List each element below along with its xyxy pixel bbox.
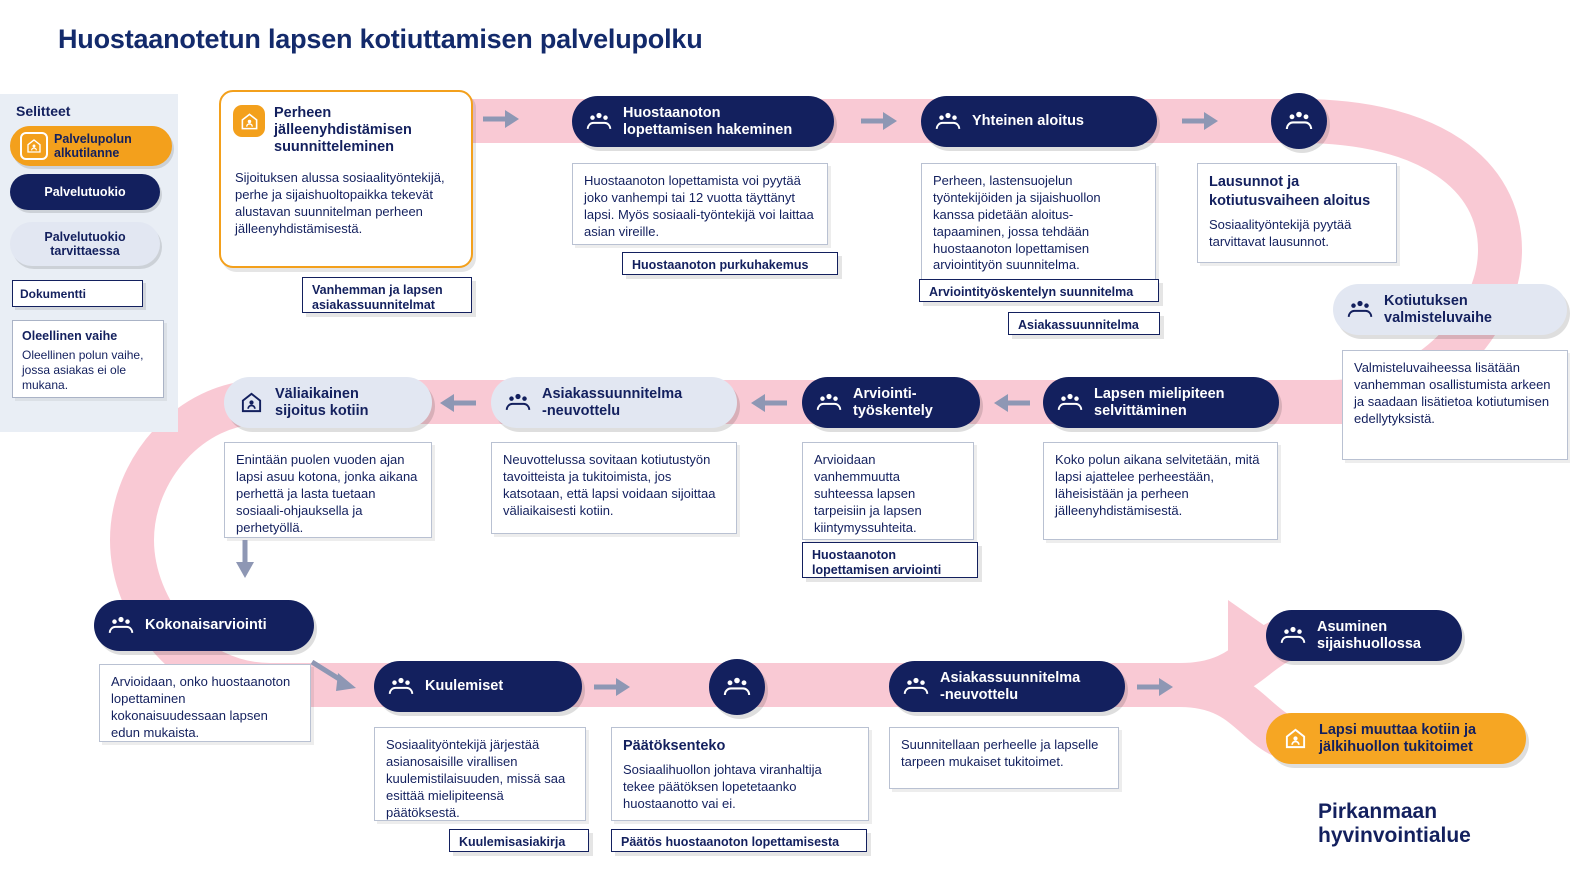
node-asiakassuunnitelma-neuvottelu-2[interactable]	[889, 661, 1125, 712]
hands-people-icon	[503, 390, 533, 416]
legend-item-document: Dokumentti	[12, 280, 143, 307]
desc-text: Sosiaalihuollon johtava viranhaltija tekee päätöksen lopetetaanko huostaanotto vai ei.	[623, 761, 822, 811]
home-person-icon	[1280, 726, 1310, 752]
node-label: Huostaanoton lopettamisen hakeminen	[623, 104, 793, 138]
legend-note-text: Oleellinen polun vaihe, jossa asiakas ei ole mukana.	[22, 347, 144, 392]
arrow-neuvottelu-to-valiaikainen	[434, 390, 478, 416]
hands-people-icon	[814, 390, 844, 416]
arrow-kokonaisarviointi-to-kuulemiset	[310, 660, 366, 696]
desc-arviointityoskentely: Arvioidaan vanhemmuutta suhteessa lapsen tarpeisiin ja lapsen kiintymyssuhteita.	[802, 442, 974, 540]
node-body-text: Sijoituksen alussa sosiaalityöntekijä, perhe ja sijaishuoltopaikka tekevät alustavan suunnitelman perheen jälleenyhdistämisestä.	[235, 170, 445, 236]
node-perheen-jalleenyhdistamisen-suunnitteleminen[interactable]	[219, 90, 473, 268]
node-label: Väliaikainen sijoitus kotiin	[275, 385, 369, 419]
node-valiaikainen-sijoitus-kotiin[interactable]	[224, 377, 432, 428]
desc-valiaikainen-sijoitus-kotiin: Enintään puolen vuoden ajan lapsi asuu kotona, jonka aikana perhettä ja lasta tuetaan sosiaali-ohjauksella ja perhetyöllä.	[224, 442, 432, 538]
home-person-icon	[233, 105, 265, 137]
arrow-hakemus-to-aloitus	[859, 108, 901, 134]
node-label: Lapsen mielipiteen selvittäminen	[1094, 385, 1225, 419]
arrow-aloitus-to-lausunnot	[1180, 108, 1222, 134]
desc-asiakassuunnitelma-neuvottelu-2: Suunnitellaan perheelle ja lapselle tarpeen mukaiset tukitoimet.	[889, 727, 1119, 789]
desc-yhteinen-aloitus: Perheen, lastensuojelun työntekijöiden ja sijaishuollon kanssa pidetään aloitus-tapaaminen, jossa tehdään huostaanoton lopettamisen arviointityön suunnitelma.	[921, 163, 1156, 287]
hands-people-icon	[106, 613, 136, 639]
legend-note-title: Oleellinen vaihe	[22, 329, 118, 343]
hands-people-icon	[1285, 110, 1313, 133]
arrow-arviointi-to-neuvottelu	[745, 390, 789, 416]
node-lapsi-muuttaa-kotiin-ja-jalkihuollon-tukitoimet[interactable]	[1266, 713, 1526, 764]
doc-huostaanoton-lopettamisen-arviointi[interactable]: Huostaanoton lopettamisen arviointi	[802, 542, 978, 578]
desc-text: Sosiaalityöntekijä pyytää tarvittavat lausunnot.	[1209, 216, 1352, 249]
doc-huostaanoton-purkuhakemus[interactable]: Huostaanoton purkuhakemus	[622, 252, 838, 275]
arrow-valiaikainen-to-kokonaisarviointi	[232, 538, 258, 582]
hands-people-icon	[933, 109, 963, 135]
arrow-start-to-hakemus	[481, 106, 523, 132]
desc-kuulemiset: Sosiaalityöntekijä järjestää asianosaisille virallisen kuulemistilaisuuden, missä saa esittää mielipiteensä päätöksestä.	[374, 727, 586, 821]
hands-people-icon	[1278, 623, 1308, 649]
node-kokonaisarviointi[interactable]	[94, 600, 314, 651]
hands-people-icon	[1345, 297, 1375, 323]
legend-panel	[0, 94, 178, 432]
arrow-mielipide-to-arviointi	[988, 390, 1032, 416]
node-label: Asuminen sijaishuollossa	[1317, 618, 1421, 652]
node-label: Lapsi muuttaa kotiin ja jälkihuollon tukitoimet	[1319, 721, 1477, 755]
doc-asiakassuunnitelma[interactable]: Asiakassuunnitelma	[1008, 312, 1160, 335]
node-kotiutuksen-valmisteluvaihe[interactable]	[1333, 284, 1567, 335]
node-label: Perheen jälleenyhdistämisen suunnitteleminen	[274, 105, 412, 156]
desc-asiakassuunnitelma-neuvottelu-1: Neuvottelussa sovitaan kotiutustyön tavoitteista ja tukitoimista, jos katsotaan, että lapsi voidaan sijoittaa väliaikaisesti kotiin.	[491, 442, 737, 534]
doc-arviointityoskentelyn-suunnitelma[interactable]: Arviointityöskentelyn suunnitelma	[919, 279, 1159, 302]
hands-people-icon	[584, 109, 614, 135]
desc-kotiutuksen-valmisteluvaihe: Valmisteluvaiheessa lisätään vanhemman osallistumista arkeen ja saadaan lisätietoa kotiutumisen edellytyksistä.	[1342, 350, 1568, 460]
node-paatoksenteko-circle[interactable]	[709, 659, 765, 715]
legend-item-start-state	[10, 126, 172, 166]
desc-lausunnot-ja-kotiutusvaiheen-aloitus	[1197, 163, 1397, 263]
node-label: Kokonaisarviointi	[145, 617, 267, 634]
node-label: Asiakassuunnitelma -neuvottelu	[542, 385, 683, 419]
arrow-kuulemiset-to-paatoksenteko	[592, 674, 634, 700]
legend-item-service-moment-optional: Palvelutuokio tarvittaessa	[10, 222, 160, 266]
node-kuulemiset[interactable]	[374, 661, 582, 712]
desc-heading: Päätöksenteko	[623, 738, 726, 754]
page-title: Huostaanotetun lapsen kotiuttamisen palvelupolku	[58, 24, 703, 54]
node-yhteinen-aloitus[interactable]	[921, 96, 1157, 147]
legend-item-note	[12, 320, 164, 398]
node-arviointityoskentely[interactable]	[802, 377, 980, 428]
arrow-neuvottelu2-to-fork	[1135, 674, 1177, 700]
hands-people-icon	[1055, 390, 1085, 416]
hands-people-icon	[901, 674, 931, 700]
doc-paatos-huostaanoton-lopettamisesta[interactable]: Päätös huostaanoton lopettamisesta	[611, 829, 867, 852]
desc-huostaanoton-lopettamisen-hakeminen: Huostaanoton lopettamista voi pyytää joko vanhempi tai 12 vuotta täyttänyt lapsi. Myös sosiaali-työntekijä voi laittaa asian vireille.	[572, 163, 828, 245]
node-label: Arviointi- työskentely	[853, 385, 933, 419]
hands-people-icon	[386, 674, 416, 700]
node-huostaanoton-lopettamisen-hakeminen[interactable]	[572, 96, 834, 147]
home-person-icon	[20, 132, 48, 160]
node-label: Asiakassuunnitelma -neuvottelu	[940, 669, 1081, 703]
node-lausunnot-circle[interactable]	[1271, 93, 1327, 149]
node-asiakassuunnitelma-neuvottelu-1[interactable]	[491, 377, 737, 428]
doc-kuulemisasiakirja[interactable]: Kuulemisasiakirja	[449, 829, 589, 852]
desc-heading: Lausunnot ja kotiutusvaiheen aloitus	[1209, 174, 1371, 209]
desc-kokonaisarviointi: Arvioidaan, onko huostaanoton lopettaminen kokonaisuudessaan lapsen edun mukaista.	[99, 664, 311, 742]
doc-vanhemman-ja-lapsen-asiakassuunnitelmat[interactable]: Vanhemman ja lapsen asiakassuunnitelmat	[302, 277, 472, 313]
home-person-icon	[236, 390, 266, 416]
node-label: Kotiutuksen valmisteluvaihe	[1384, 292, 1492, 326]
desc-lapsen-mielipiteen-selvittaminen: Koko polun aikana selvitetään, mitä lapsi ajattelee perheestään, läheisistään ja perheen jälleenyhdistämisestä.	[1043, 442, 1278, 540]
node-label: Kuulemiset	[425, 678, 504, 695]
node-asuminen-sijaishuollossa[interactable]	[1266, 610, 1462, 661]
desc-paatoksenteko	[611, 727, 869, 821]
node-label: Yhteinen aloitus	[972, 113, 1084, 130]
legend-title: Selitteet	[16, 103, 71, 119]
node-lapsen-mielipiteen-selvittaminen[interactable]	[1043, 377, 1279, 428]
legend-label-start-state: Palvelupolun alkutilanne	[54, 132, 132, 160]
brand-logotype: Pirkanmaan hyvinvointialue	[1318, 800, 1471, 848]
legend-item-service-moment: Palvelutuokio	[10, 174, 160, 210]
hands-people-icon	[723, 676, 751, 699]
